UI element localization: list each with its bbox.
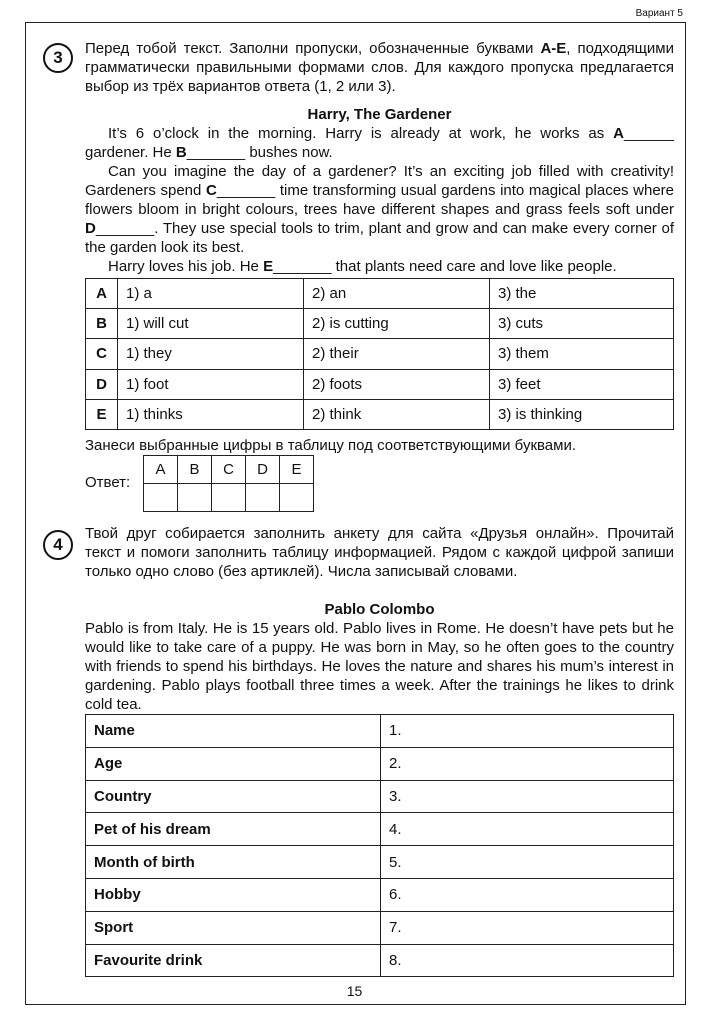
task-4-number: 4 <box>43 530 73 560</box>
profile-row <box>86 911 674 944</box>
profile-field: Name <box>86 715 381 748</box>
answer-letter: D <box>246 456 280 484</box>
answer-letter: E <box>280 456 314 484</box>
profile-row <box>86 878 674 911</box>
profile-row <box>86 813 674 846</box>
profile-row <box>86 780 674 813</box>
answer-cell[interactable] <box>246 484 280 512</box>
profile-row <box>86 715 674 748</box>
profile-answer[interactable]: 7. <box>381 911 674 944</box>
option-1: 1) foot <box>118 369 304 399</box>
answer-letter: A <box>144 456 178 484</box>
gap-text: It’s 6 o’clock in the morning. Harry is already at work, he works as A______ gardener. He B_______ bushes now. Can you imagine the day of a gardener? It’s an exciting job filled with creativity! Gardeners spend C_______ time transforming usual gardens into magical places where flowers bloom in bright colours, trees have different shapes and grass feels soft under D_______. They use special tools to trim, plant and grow and can make every corner of the garden look its best. Harry loves his job. He E_______ that plants need care and love like people. <box>85 125 675 275</box>
task-4-instruction: Твой друг собирается заполнить анкету для сайта «Друзья онлайн». Прочитай текст и помоги заполнить таблицу информацией. Рядом с каждой цифрой запиши только одно слово (без артиклей). Числа записывай словами. <box>85 525 674 580</box>
profile-row <box>86 747 674 780</box>
profile-answer[interactable]: 2. <box>381 747 674 780</box>
option-1: 1) a <box>118 279 304 309</box>
profile-field: Hobby <box>86 878 381 911</box>
answer-instruction: Занеси выбранные цифры в таблицу под соответствующими буквами. <box>85 437 577 454</box>
profile-answer[interactable]: 4. <box>381 813 674 846</box>
answer-cell[interactable] <box>178 484 212 512</box>
option-3: 3) feet <box>490 369 674 399</box>
profile-field: Pet of his dream <box>86 813 381 846</box>
option-1: 1) thinks <box>118 399 304 429</box>
option-row <box>86 279 674 309</box>
profile-field: Favourite drink <box>86 944 381 977</box>
option-2: 2) their <box>304 339 490 369</box>
profile-answer[interactable]: 6. <box>381 878 674 911</box>
options-table <box>85 278 674 430</box>
option-row <box>86 399 674 429</box>
profile-table <box>85 714 674 977</box>
option-row <box>86 309 674 339</box>
option-letter: E <box>86 399 118 429</box>
profile-field: Age <box>86 747 381 780</box>
option-row <box>86 339 674 369</box>
option-2: 2) an <box>304 279 490 309</box>
profile-answer[interactable]: 3. <box>381 780 674 813</box>
answer-cell[interactable] <box>144 484 178 512</box>
text-title: Harry, The Gardener <box>307 106 452 123</box>
option-3: 3) them <box>490 339 674 369</box>
answer-grid <box>143 455 314 512</box>
pablo-text: Pablo is from Italy. He is 15 years old. Pablo lives in Rome. He doesn’t have pets but he would like to take care of a puppy. He was born in May, so he often goes to the country with friends to spend his birthdays. He loves the nature and shares his mum’s interest in gardening. Pablo plays football three times a week. After the trainings he likes to drink cold tea. <box>85 620 674 713</box>
option-1: 1) will cut <box>118 309 304 339</box>
profile-answer[interactable]: 1. <box>381 715 674 748</box>
option-row <box>86 369 674 399</box>
profile-answer[interactable]: 8. <box>381 944 674 977</box>
task-3-number: 3 <box>43 43 73 73</box>
option-letter: C <box>86 339 118 369</box>
option-letter: A <box>86 279 118 309</box>
option-2: 2) think <box>304 399 490 429</box>
option-3: 3) cuts <box>490 309 674 339</box>
profile-field: Sport <box>86 911 381 944</box>
page-number: 15 <box>346 983 363 999</box>
pablo-title: Pablo Colombo <box>324 601 435 618</box>
profile-field: Month of birth <box>86 846 381 879</box>
option-3: 3) is thinking <box>490 399 674 429</box>
task-3-instruction: Перед тобой текст. Заполни пропуски, обозначенные буквами A-E, подходящими грамматически правильными формами слов. Для каждого пропуска предлагается выбор из трёх вариантов ответа (1, 2 или 3). <box>85 40 674 95</box>
answer-cell[interactable] <box>280 484 314 512</box>
profile-row <box>86 846 674 879</box>
option-1: 1) they <box>118 339 304 369</box>
answer-cell[interactable] <box>212 484 246 512</box>
profile-field: Country <box>86 780 381 813</box>
option-letter: B <box>86 309 118 339</box>
option-3: 3) the <box>490 279 674 309</box>
answer-letter: C <box>212 456 246 484</box>
variant-label: Вариант 5 <box>635 8 683 19</box>
profile-row <box>86 944 674 977</box>
option-2: 2) is cutting <box>304 309 490 339</box>
option-letter: D <box>86 369 118 399</box>
profile-answer[interactable]: 5. <box>381 846 674 879</box>
answer-letter: B <box>178 456 212 484</box>
answer-label: Ответ: <box>85 474 131 491</box>
option-2: 2) foots <box>304 369 490 399</box>
